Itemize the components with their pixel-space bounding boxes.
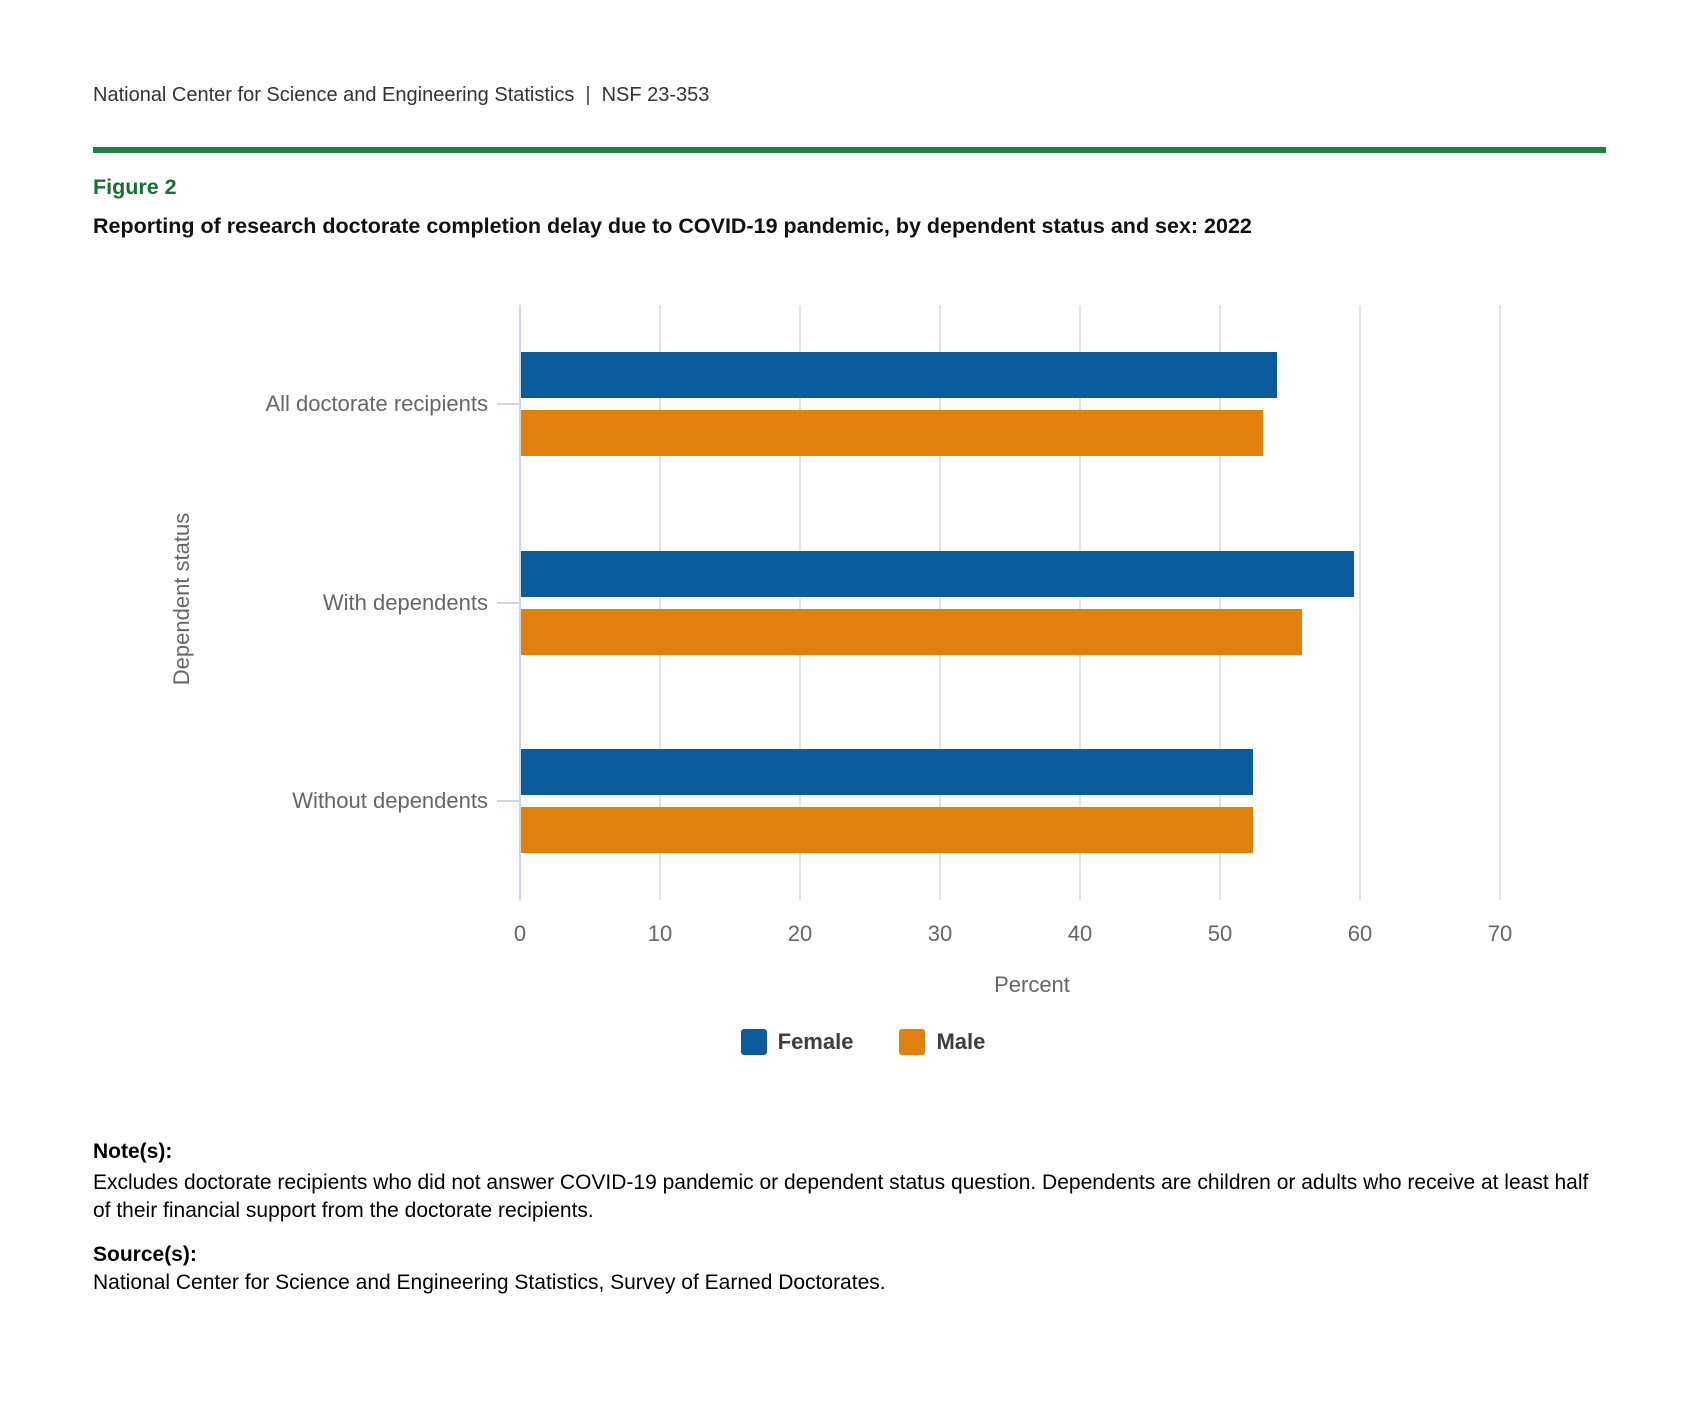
header-separator: | — [585, 84, 591, 106]
category-label: All doctorate recipients — [265, 391, 488, 417]
report-number: NSF 23-353 — [601, 84, 710, 106]
chart-title: Reporting of research doctorate completion delay due to COVID-19 pandemic, by dependent status and sex: 2022 — [93, 214, 1252, 238]
x-tick-label: 10 — [647, 921, 673, 946]
legend-swatch-male — [899, 1029, 925, 1055]
bar-male-1[interactable] — [521, 609, 1302, 655]
bar-female-1[interactable] — [521, 551, 1354, 597]
source-text: National Center for Science and Engineering Statistics, Survey of Earned Doctorates. — [93, 1271, 886, 1294]
category-label: Without dependents — [292, 787, 488, 813]
legend — [93, 1029, 1633, 1055]
x-axis-title: Percent — [994, 972, 1070, 997]
agency-name: National Center for Science and Engineering Statistics — [93, 84, 575, 106]
x-tick-label: 50 — [1207, 921, 1233, 946]
x-tick-label: 20 — [787, 921, 813, 946]
x-tick-label: 40 — [1067, 921, 1093, 946]
green-divider — [93, 147, 1606, 153]
legend-label: Male — [936, 1029, 986, 1054]
x-tick-label: 0 — [513, 921, 527, 946]
legend-swatch-female — [741, 1029, 767, 1055]
x-tick-label: 70 — [1487, 921, 1513, 946]
category-tick-mark — [497, 602, 519, 604]
source-heading: Source(s): — [93, 1243, 197, 1266]
gridline — [1499, 305, 1501, 900]
notes-text: Excludes doctorate recipients who did not answer COVID-19 pandemic or dependent status question. Dependents are children or adults who receive at least half of their financial support from the doctorate recipients. — [93, 1171, 1589, 1222]
x-tick-label: 60 — [1347, 921, 1373, 946]
x-tick-label: 30 — [927, 921, 953, 946]
bar-male-2[interactable] — [521, 807, 1253, 853]
legend-item-male[interactable] — [899, 1029, 985, 1055]
gridline — [1359, 305, 1361, 900]
category-label: With dependents — [322, 589, 488, 615]
figure-label: Figure 2 — [93, 175, 177, 199]
category-tick-mark — [497, 403, 519, 405]
bar-female-0[interactable] — [521, 352, 1277, 398]
legend-label: Female — [777, 1029, 854, 1054]
bar-female-2[interactable] — [521, 749, 1253, 795]
legend-item-female[interactable] — [741, 1029, 854, 1055]
page-header — [93, 84, 709, 107]
bar-male-0[interactable] — [521, 410, 1263, 456]
notes-heading: Note(s): — [93, 1140, 173, 1163]
category-tick-mark — [497, 800, 519, 802]
y-axis-title: Dependent status — [169, 512, 194, 686]
